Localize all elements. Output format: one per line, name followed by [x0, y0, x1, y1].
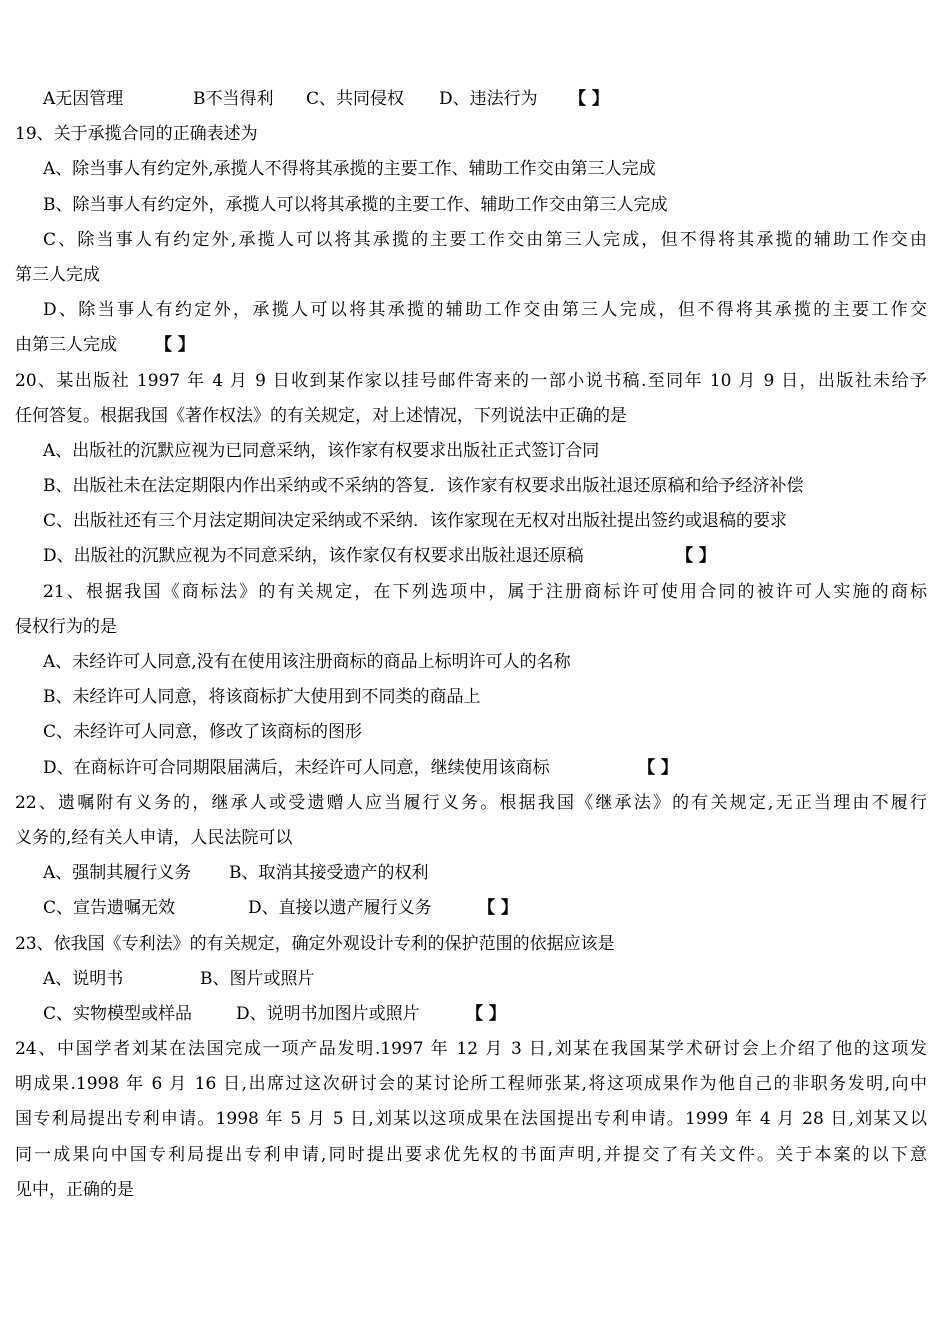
q20-option-d: D、出版社的沉默应视为不同意采纳，该作家仅有权要求出版社退还原稿: [43, 546, 584, 567]
answer-bracket: 【 】: [638, 757, 678, 778]
q23-option-b: B、图片或照片: [200, 968, 315, 989]
q18-option-d: D、违法行为: [439, 89, 538, 109]
q24-line5: 见中，正确的是: [15, 1179, 134, 1200]
q23-options-ab: [15, 962, 927, 997]
q21-option-d-row: [15, 751, 927, 786]
q21-stem-line1: 21、根据我国《商标法》的有关规定，在下列选项中，属于注册商标许可使用合同的被许可人实施的商标: [43, 581, 927, 602]
q21-option-d: D、在商标许可合同期限届满后，未经许可人同意，继续使用该商标: [43, 757, 550, 778]
q20-option-d-row: [15, 539, 927, 574]
q24-line1: 24、中国学者刘某在法国完成一项产品发明.1997 年 12 月 3 日,刘某在我国某学术研讨会上介绍了他的这项发: [15, 1039, 927, 1060]
q22-options-cd: [15, 891, 927, 926]
q23-option-d: D、说明书加图片或照片: [236, 1003, 420, 1024]
q21-option-c: C、未经许可人同意，修改了该商标的图形: [43, 722, 363, 743]
answer-bracket: 【 】: [569, 89, 609, 109]
q21-option-b: B、未经许可人同意，将该商标扩大使用到不同类的商品上: [43, 687, 481, 708]
q24-line4: 同一成果向中国专利局提出专利申请,同时提出要求优先权的书面声明,并提交了有关文件。关于本案的以下意: [15, 1144, 927, 1165]
q20-option-b: B、出版社未在法定期限内作出采纳或不采纳的答复．该作家有权要求出版社退还原稿和给予经济补偿: [43, 476, 804, 497]
q18-option-a: A无因管理: [43, 89, 124, 109]
answer-bracket: 【 】: [478, 898, 518, 919]
q20-stem-line1: 20、某出版社 1997 年 4 月 9 日收到某作家以挂号邮件寄来的一部小说书稿.至同年 10 月 9 日，出版社未给予: [15, 370, 927, 391]
q19-option-c-line2: 第三人完成: [15, 264, 100, 285]
q19-option-d-line2: 由第三人完成: [15, 335, 117, 356]
q23-option-a: A、说明书: [43, 968, 124, 989]
q22-option-d: D、直接以遗产履行义务: [248, 898, 432, 919]
answer-bracket: 【 】: [466, 1003, 506, 1024]
q22-option-c: C、宣告遗嘱无效: [43, 898, 176, 919]
q23-options-cd: [15, 997, 927, 1032]
q19-option-d-line1: D、除当事人有约定外，承揽人可以将其承揽的辅助工作交由第三人完成，但不得将其承揽的主要工作交: [43, 300, 927, 321]
q19-stem: 19、关于承揽合同的正确表述为: [15, 124, 258, 145]
q20-option-a: A、出版社的沉默应视为已同意采纳，该作家有权要求出版社正式签订合同: [43, 440, 600, 461]
q18-option-c: C、共同侵权: [306, 89, 405, 109]
q18-option-b: B不当得利: [193, 89, 274, 109]
document-body: [15, 82, 927, 1208]
q19-option-c-line1: C、除当事人有约定外,承揽人可以将其承揽的主要工作交由第三人完成，但不得将其承揽的辅助工作交由: [43, 229, 927, 250]
q24-line3: 国专利局提出专利申请。1998 年 5 月 5 日,刘某以这项成果在法国提出专利申请。1999 年 4 月 28 日,刘某又以: [15, 1109, 927, 1130]
q19-option-a: A、除当事人有约定外,承揽人不得将其承揽的主要工作、辅助工作交由第三人完成: [43, 159, 656, 180]
q19-option-d-line2-row: [15, 328, 927, 363]
q23-stem: 23、依我国《专利法》的有关规定，确定外观设计专利的保护范围的依据应该是: [15, 933, 615, 954]
q21-stem-line2: 侵权行为的是: [15, 616, 117, 637]
answer-bracket: 【 】: [676, 546, 716, 567]
q20-option-c: C、出版社还有三个月法定期间决定采纳或不采纳．该作家现在无权对出版社提出签约或退稿的要求: [43, 511, 788, 532]
q24-line2: 明成果.1998 年 6 月 16 日,出席过这次研讨会的某讨论所工程师张某,将这项成果作为他自己的非职务发明,向中: [15, 1074, 927, 1095]
q22-options-ab: [15, 856, 927, 891]
q22-stem-line1: 22、遗嘱附有义务的，继承人或受遗赠人应当履行义务。根据我国《继承法》的有关规定,无正当理由不履行: [15, 792, 927, 813]
q22-option-b: B、取消其接受遗产的权利: [229, 863, 429, 884]
q18-options-line: [15, 82, 927, 117]
q19-option-b: B、除当事人有约定外，承揽人可以将其承揽的主要工作、辅助工作交由第三人完成: [43, 194, 668, 215]
q21-option-a: A、未经许可人同意,没有在使用该注册商标的商品上标明许可人的名称: [43, 652, 571, 672]
answer-bracket: 【 】: [155, 335, 195, 356]
q20-stem-line2: 任何答复。根据我国《著作权法》的有关规定，对上述情况，下列说法中正确的是: [15, 405, 627, 426]
q22-option-a: A、强制其履行义务: [43, 863, 192, 884]
q23-option-c: C、实物模型或样品: [43, 1003, 193, 1024]
q22-stem-line2: 义务的,经有关人申请，人民法院可以: [15, 827, 293, 848]
